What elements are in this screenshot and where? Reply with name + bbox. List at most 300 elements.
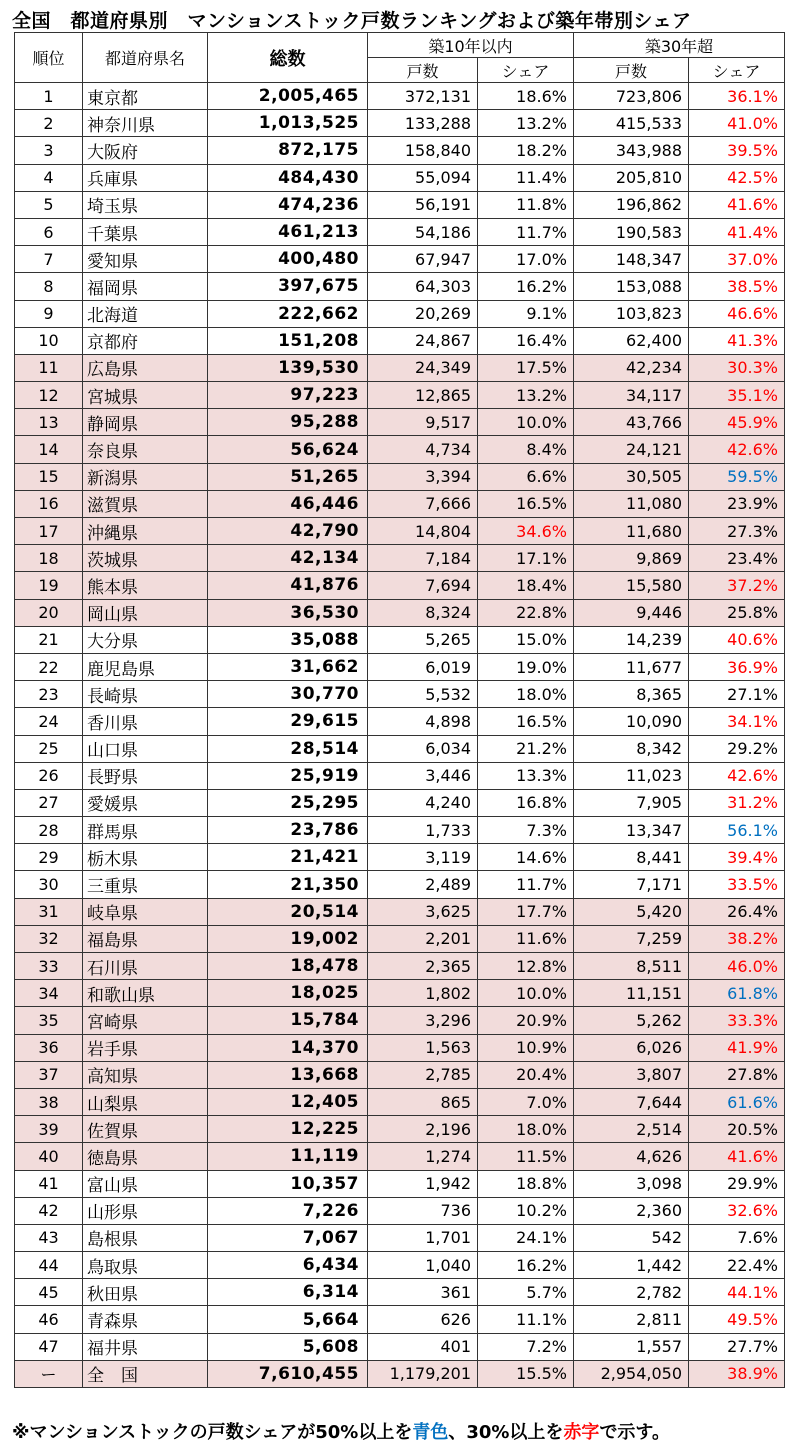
units-30-cell: 2,782	[574, 1279, 689, 1306]
rank-cell: 12	[15, 382, 83, 409]
share-10-cell: 14.6%	[478, 844, 574, 871]
summary-total-cell: 7,610,455	[208, 1360, 368, 1387]
units-30-cell: 7,171	[574, 871, 689, 898]
rank-cell: 32	[15, 925, 83, 952]
units-10-cell: 64,303	[368, 273, 478, 300]
units-30-cell: 11,677	[574, 653, 689, 680]
prefecture-cell: 徳島県	[83, 1143, 208, 1170]
share-30-cell: 27.7%	[689, 1333, 785, 1360]
units-10-cell: 3,394	[368, 463, 478, 490]
units-30-cell: 343,988	[574, 137, 689, 164]
prefecture-cell: 京都府	[83, 327, 208, 354]
total-cell: 400,480	[208, 246, 368, 273]
units-10-cell: 24,867	[368, 327, 478, 354]
prefecture-cell: 香川県	[83, 708, 208, 735]
prefecture-cell: 山口県	[83, 735, 208, 762]
rank-cell: 19	[15, 572, 83, 599]
table-row	[15, 518, 785, 545]
total-cell: 12,225	[208, 1116, 368, 1143]
share-10-cell: 18.4%	[478, 572, 574, 599]
units-30-cell: 6,026	[574, 1034, 689, 1061]
rank-cell: 27	[15, 789, 83, 816]
units-30-cell: 2,811	[574, 1306, 689, 1333]
header-total: 総数	[208, 33, 368, 83]
header-prefecture: 都道府県名	[83, 33, 208, 83]
prefecture-cell: 熊本県	[83, 572, 208, 599]
table-row	[15, 1279, 785, 1306]
prefecture-cell: 群馬県	[83, 817, 208, 844]
units-30-cell: 190,583	[574, 218, 689, 245]
share-30-cell: 61.8%	[689, 980, 785, 1007]
table-row	[15, 925, 785, 952]
share-30-cell: 41.0%	[689, 110, 785, 137]
header-within-10-years: 築10年以内	[368, 33, 574, 58]
share-10-cell: 9.1%	[478, 300, 574, 327]
units-10-cell: 3,119	[368, 844, 478, 871]
share-10-cell: 13.2%	[478, 110, 574, 137]
rank-cell: 15	[15, 463, 83, 490]
units-30-cell: 1,442	[574, 1252, 689, 1279]
units-30-cell: 148,347	[574, 246, 689, 273]
table-row	[15, 164, 785, 191]
share-10-cell: 11.8%	[478, 191, 574, 218]
total-cell: 11,119	[208, 1143, 368, 1170]
share-10-cell: 13.3%	[478, 762, 574, 789]
rank-cell: 29	[15, 844, 83, 871]
rank-cell: 10	[15, 327, 83, 354]
units-30-cell: 8,342	[574, 735, 689, 762]
total-cell: 28,514	[208, 735, 368, 762]
units-30-cell: 153,088	[574, 273, 689, 300]
rank-cell: 21	[15, 626, 83, 653]
share-30-cell: 41.4%	[689, 218, 785, 245]
prefecture-cell: 佐賀県	[83, 1116, 208, 1143]
prefecture-cell: 鹿児島県	[83, 653, 208, 680]
table-row	[15, 1034, 785, 1061]
units-30-cell: 24,121	[574, 436, 689, 463]
rank-cell: 39	[15, 1116, 83, 1143]
share-10-cell: 10.0%	[478, 409, 574, 436]
units-30-cell: 1,557	[574, 1333, 689, 1360]
rank-cell: 22	[15, 653, 83, 680]
rank-cell: 36	[15, 1034, 83, 1061]
share-10-cell: 17.0%	[478, 246, 574, 273]
share-10-cell: 11.1%	[478, 1306, 574, 1333]
rank-cell: 2	[15, 110, 83, 137]
table-row	[15, 762, 785, 789]
table-row	[15, 708, 785, 735]
share-10-cell: 24.1%	[478, 1224, 574, 1251]
share-10-cell: 11.5%	[478, 1143, 574, 1170]
share-30-cell: 37.0%	[689, 246, 785, 273]
units-10-cell: 7,666	[368, 490, 478, 517]
table-row	[15, 1116, 785, 1143]
table-row	[15, 382, 785, 409]
prefecture-cell: 青森県	[83, 1306, 208, 1333]
share-30-cell: 42.6%	[689, 436, 785, 463]
table-row	[15, 137, 785, 164]
units-10-cell: 1,942	[368, 1170, 478, 1197]
share-10-cell: 16.2%	[478, 273, 574, 300]
prefecture-cell: 奈良県	[83, 436, 208, 463]
header-units-30: 戸数	[574, 58, 689, 83]
total-cell: 397,675	[208, 273, 368, 300]
units-10-cell: 1,274	[368, 1143, 478, 1170]
share-10-cell: 11.4%	[478, 164, 574, 191]
total-cell: 30,770	[208, 681, 368, 708]
total-cell: 20,514	[208, 898, 368, 925]
units-30-cell: 43,766	[574, 409, 689, 436]
units-30-cell: 11,151	[574, 980, 689, 1007]
summary-share-10-cell: 15.5%	[478, 1360, 574, 1387]
units-10-cell: 626	[368, 1306, 478, 1333]
units-30-cell: 30,505	[574, 463, 689, 490]
table-row	[15, 953, 785, 980]
table-row	[15, 789, 785, 816]
share-10-cell: 16.5%	[478, 490, 574, 517]
rank-cell: 8	[15, 273, 83, 300]
prefecture-cell: 石川県	[83, 953, 208, 980]
table-row	[15, 599, 785, 626]
prefecture-cell: 高知県	[83, 1061, 208, 1088]
units-10-cell: 5,265	[368, 626, 478, 653]
units-10-cell: 7,184	[368, 545, 478, 572]
rank-cell: 34	[15, 980, 83, 1007]
total-cell: 21,421	[208, 844, 368, 871]
rank-cell: 4	[15, 164, 83, 191]
table-row	[15, 1252, 785, 1279]
total-cell: 56,624	[208, 436, 368, 463]
share-30-cell: 44.1%	[689, 1279, 785, 1306]
table-row	[15, 545, 785, 572]
units-10-cell: 8,324	[368, 599, 478, 626]
share-10-cell: 21.2%	[478, 735, 574, 762]
units-30-cell: 42,234	[574, 354, 689, 381]
share-30-cell: 32.6%	[689, 1197, 785, 1224]
prefecture-cell: 静岡県	[83, 409, 208, 436]
table-row	[15, 626, 785, 653]
table-row	[15, 354, 785, 381]
share-10-cell: 11.6%	[478, 925, 574, 952]
total-cell: 42,790	[208, 518, 368, 545]
footnote-suffix: で示す。	[599, 1422, 670, 1443]
share-10-cell: 22.8%	[478, 599, 574, 626]
rank-cell: 1	[15, 83, 83, 110]
share-10-cell: 16.8%	[478, 789, 574, 816]
table-row	[15, 83, 785, 110]
share-10-cell: 18.2%	[478, 137, 574, 164]
units-30-cell: 2,514	[574, 1116, 689, 1143]
share-30-cell: 7.6%	[689, 1224, 785, 1251]
share-30-cell: 41.3%	[689, 327, 785, 354]
total-cell: 13,668	[208, 1061, 368, 1088]
share-30-cell: 36.9%	[689, 653, 785, 680]
header-share-30: シェア	[689, 58, 785, 83]
share-30-cell: 30.3%	[689, 354, 785, 381]
share-10-cell: 18.8%	[478, 1170, 574, 1197]
share-10-cell: 10.0%	[478, 980, 574, 1007]
units-30-cell: 10,090	[574, 708, 689, 735]
share-10-cell: 20.9%	[478, 1007, 574, 1034]
share-30-cell: 42.6%	[689, 762, 785, 789]
prefecture-cell: 神奈川県	[83, 110, 208, 137]
share-10-cell: 15.0%	[478, 626, 574, 653]
table-row	[15, 300, 785, 327]
units-10-cell: 4,240	[368, 789, 478, 816]
units-10-cell: 361	[368, 1279, 478, 1306]
share-30-cell: 31.2%	[689, 789, 785, 816]
share-30-cell: 34.1%	[689, 708, 785, 735]
table-row	[15, 1088, 785, 1115]
total-cell: 10,357	[208, 1170, 368, 1197]
share-10-cell: 18.0%	[478, 1116, 574, 1143]
units-30-cell: 7,259	[574, 925, 689, 952]
total-cell: 139,530	[208, 354, 368, 381]
table-row	[15, 490, 785, 517]
header-units-10: 戸数	[368, 58, 478, 83]
table-row	[15, 681, 785, 708]
share-10-cell: 16.2%	[478, 1252, 574, 1279]
units-10-cell: 6,019	[368, 653, 478, 680]
total-cell: 222,662	[208, 300, 368, 327]
share-30-cell: 22.4%	[689, 1252, 785, 1279]
units-30-cell: 3,098	[574, 1170, 689, 1197]
total-cell: 7,226	[208, 1197, 368, 1224]
total-cell: 6,434	[208, 1252, 368, 1279]
total-cell: 25,295	[208, 789, 368, 816]
units-10-cell: 865	[368, 1088, 478, 1115]
share-10-cell: 7.3%	[478, 817, 574, 844]
prefecture-cell: 広島県	[83, 354, 208, 381]
prefecture-cell: 三重県	[83, 871, 208, 898]
prefecture-cell: 埼玉県	[83, 191, 208, 218]
rank-cell: 41	[15, 1170, 83, 1197]
units-30-cell: 11,680	[574, 518, 689, 545]
footnote	[12, 1418, 670, 1444]
prefecture-cell: 栃木県	[83, 844, 208, 871]
table-row	[15, 844, 785, 871]
units-10-cell: 133,288	[368, 110, 478, 137]
prefecture-cell: 鳥取県	[83, 1252, 208, 1279]
prefecture-cell: 宮城県	[83, 382, 208, 409]
units-10-cell: 14,804	[368, 518, 478, 545]
prefecture-cell: 秋田県	[83, 1279, 208, 1306]
total-cell: 474,236	[208, 191, 368, 218]
total-cell: 872,175	[208, 137, 368, 164]
table-row	[15, 1170, 785, 1197]
table-row	[15, 1306, 785, 1333]
table-row	[15, 1197, 785, 1224]
rank-cell: 43	[15, 1224, 83, 1251]
share-30-cell: 45.9%	[689, 409, 785, 436]
prefecture-cell: 滋賀県	[83, 490, 208, 517]
footnote-blue-word: 青色	[412, 1422, 449, 1443]
summary-row	[15, 1360, 785, 1387]
table-row	[15, 1007, 785, 1034]
units-10-cell: 372,131	[368, 83, 478, 110]
units-30-cell: 8,365	[574, 681, 689, 708]
units-10-cell: 401	[368, 1333, 478, 1360]
prefecture-cell: 宮崎県	[83, 1007, 208, 1034]
share-10-cell: 18.0%	[478, 681, 574, 708]
table-row	[15, 191, 785, 218]
units-10-cell: 54,186	[368, 218, 478, 245]
share-30-cell: 33.3%	[689, 1007, 785, 1034]
units-30-cell: 62,400	[574, 327, 689, 354]
rank-cell: 28	[15, 817, 83, 844]
rank-cell: 13	[15, 409, 83, 436]
total-cell: 2,005,465	[208, 83, 368, 110]
units-30-cell: 196,862	[574, 191, 689, 218]
rank-cell: 16	[15, 490, 83, 517]
page-title: 全国 都道府県別 マンションストック戸数ランキングおよび築年帯別シェア	[12, 10, 692, 32]
rank-cell: 14	[15, 436, 83, 463]
prefecture-cell: 大阪府	[83, 137, 208, 164]
prefecture-cell: 山梨県	[83, 1088, 208, 1115]
total-cell: 41,876	[208, 572, 368, 599]
units-10-cell: 2,196	[368, 1116, 478, 1143]
units-10-cell: 20,269	[368, 300, 478, 327]
header-rank: 順位	[15, 33, 83, 83]
units-10-cell: 9,517	[368, 409, 478, 436]
total-cell: 7,067	[208, 1224, 368, 1251]
share-30-cell: 59.5%	[689, 463, 785, 490]
share-10-cell: 17.5%	[478, 354, 574, 381]
share-30-cell: 29.2%	[689, 735, 785, 762]
total-cell: 46,446	[208, 490, 368, 517]
share-30-cell: 41.9%	[689, 1034, 785, 1061]
rank-cell: 5	[15, 191, 83, 218]
rank-cell: 3	[15, 137, 83, 164]
table-row	[15, 817, 785, 844]
table-row	[15, 110, 785, 137]
units-10-cell: 4,898	[368, 708, 478, 735]
share-30-cell: 26.4%	[689, 898, 785, 925]
units-30-cell: 2,360	[574, 1197, 689, 1224]
units-30-cell: 5,262	[574, 1007, 689, 1034]
total-cell: 15,784	[208, 1007, 368, 1034]
units-10-cell: 1,733	[368, 817, 478, 844]
summary-units-10-cell: 1,179,201	[368, 1360, 478, 1387]
prefecture-cell: 長崎県	[83, 681, 208, 708]
prefecture-cell: 福井県	[83, 1333, 208, 1360]
rank-cell: 9	[15, 300, 83, 327]
total-cell: 31,662	[208, 653, 368, 680]
table-row	[15, 246, 785, 273]
prefecture-cell: 北海道	[83, 300, 208, 327]
rank-cell: 44	[15, 1252, 83, 1279]
total-cell: 21,350	[208, 871, 368, 898]
rank-cell: 30	[15, 871, 83, 898]
total-cell: 6,314	[208, 1279, 368, 1306]
footnote-red-word: 赤字	[563, 1422, 600, 1443]
total-cell: 18,025	[208, 980, 368, 1007]
total-cell: 484,430	[208, 164, 368, 191]
prefecture-cell: 愛媛県	[83, 789, 208, 816]
prefecture-cell: 新潟県	[83, 463, 208, 490]
table-row	[15, 1061, 785, 1088]
prefecture-cell: 東京都	[83, 83, 208, 110]
total-cell: 14,370	[208, 1034, 368, 1061]
units-10-cell: 2,365	[368, 953, 478, 980]
share-10-cell: 17.1%	[478, 545, 574, 572]
units-10-cell: 1,701	[368, 1224, 478, 1251]
total-cell: 25,919	[208, 762, 368, 789]
table-row	[15, 653, 785, 680]
table-row	[15, 572, 785, 599]
total-cell: 36,530	[208, 599, 368, 626]
units-30-cell: 14,239	[574, 626, 689, 653]
total-cell: 18,478	[208, 953, 368, 980]
footnote-prefix: ※マンションストックの戸数シェアが50%以上を	[12, 1422, 413, 1443]
units-30-cell: 415,533	[574, 110, 689, 137]
units-10-cell: 12,865	[368, 382, 478, 409]
units-30-cell: 103,823	[574, 300, 689, 327]
total-cell: 23,786	[208, 817, 368, 844]
units-30-cell: 723,806	[574, 83, 689, 110]
units-30-cell: 4,626	[574, 1143, 689, 1170]
header-share-10: シェア	[478, 58, 574, 83]
prefecture-cell: 兵庫県	[83, 164, 208, 191]
total-cell: 151,208	[208, 327, 368, 354]
prefecture-cell: 千葉県	[83, 218, 208, 245]
share-30-cell: 61.6%	[689, 1088, 785, 1115]
units-10-cell: 7,694	[368, 572, 478, 599]
rank-cell: 37	[15, 1061, 83, 1088]
units-30-cell: 205,810	[574, 164, 689, 191]
total-cell: 19,002	[208, 925, 368, 952]
share-30-cell: 41.6%	[689, 1143, 785, 1170]
rank-cell: 26	[15, 762, 83, 789]
share-10-cell: 16.4%	[478, 327, 574, 354]
prefecture-cell: 福岡県	[83, 273, 208, 300]
share-30-cell: 46.0%	[689, 953, 785, 980]
table-body	[15, 83, 785, 1388]
total-cell: 5,608	[208, 1333, 368, 1360]
share-10-cell: 18.6%	[478, 83, 574, 110]
share-10-cell: 8.4%	[478, 436, 574, 463]
table-row	[15, 1333, 785, 1360]
share-10-cell: 17.7%	[478, 898, 574, 925]
rank-cell: 7	[15, 246, 83, 273]
summary-name-cell: 全 国	[83, 1360, 208, 1387]
share-10-cell: 11.7%	[478, 871, 574, 898]
rank-cell: 46	[15, 1306, 83, 1333]
table-row	[15, 871, 785, 898]
table-row	[15, 898, 785, 925]
rank-cell: 25	[15, 735, 83, 762]
share-10-cell: 10.9%	[478, 1034, 574, 1061]
units-30-cell: 7,644	[574, 1088, 689, 1115]
share-30-cell: 56.1%	[689, 817, 785, 844]
summary-rank-cell: ー	[15, 1360, 83, 1387]
share-10-cell: 20.4%	[478, 1061, 574, 1088]
units-10-cell: 5,532	[368, 681, 478, 708]
share-10-cell: 6.6%	[478, 463, 574, 490]
units-30-cell: 3,807	[574, 1061, 689, 1088]
prefecture-cell: 茨城県	[83, 545, 208, 572]
share-10-cell: 10.2%	[478, 1197, 574, 1224]
rank-cell: 42	[15, 1197, 83, 1224]
share-30-cell: 37.2%	[689, 572, 785, 599]
total-cell: 42,134	[208, 545, 368, 572]
rank-cell: 17	[15, 518, 83, 545]
share-30-cell: 38.5%	[689, 273, 785, 300]
rank-cell: 18	[15, 545, 83, 572]
share-30-cell: 39.4%	[689, 844, 785, 871]
units-30-cell: 9,446	[574, 599, 689, 626]
prefecture-cell: 長野県	[83, 762, 208, 789]
